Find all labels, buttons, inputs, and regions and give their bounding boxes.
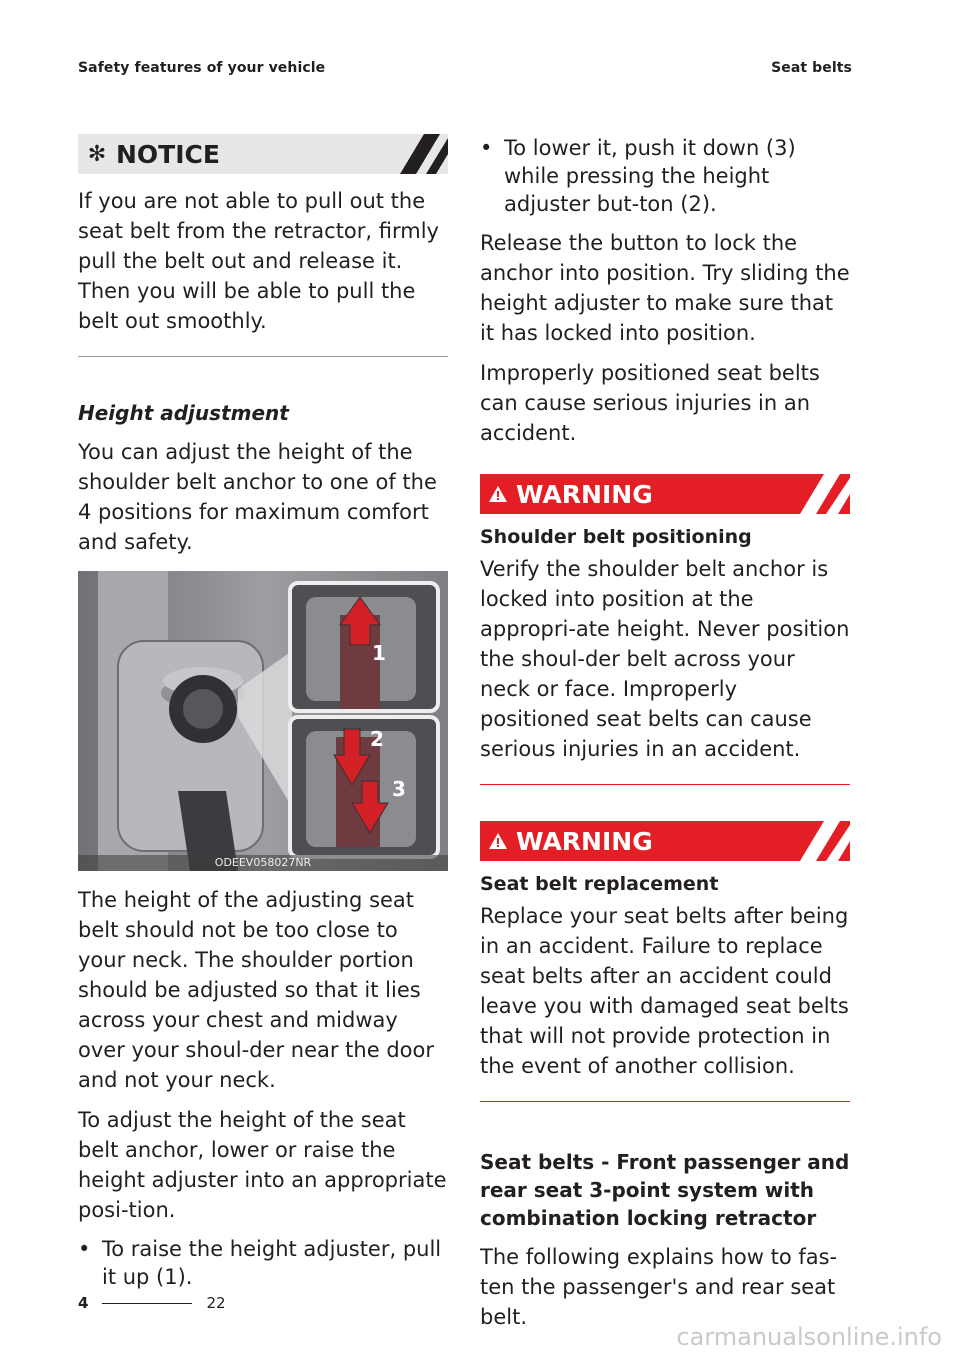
height-adjustment-para3: Release the button to lock the anchor into position. Try sliding the height adjuster to make sure that it has locked into position.: [480, 231, 850, 345]
warning-banner-1: [480, 474, 850, 514]
callout-3: 3: [392, 777, 406, 801]
asterisk-icon: ✻: [87, 141, 107, 167]
height-adjuster-illustration: [78, 571, 448, 871]
warning-banner-2: [480, 821, 850, 861]
front-passenger-body: The following explains how to fas-ten the passenger's and rear seat belt.: [480, 1245, 838, 1329]
warning-divider-2: [480, 1101, 850, 1102]
running-header-chapter: Safety features of your vehicle: [78, 60, 326, 76]
running-header-section: Seat belts: [771, 60, 852, 76]
bullet-lower: [480, 134, 850, 218]
warning-subtitle-2: Seat belt replacement: [480, 873, 719, 895]
notice-banner: [78, 134, 448, 174]
bullet-dot-icon: •: [480, 136, 493, 160]
photo-code-label: ODEEV058027NR: [78, 855, 448, 871]
warning-title-1: WARNING: [516, 479, 653, 509]
bullet-lower-text: To lower it, push it down (3) while pressing the height adjuster but-ton (2).: [504, 136, 796, 216]
notice-stripes-icon: [386, 134, 448, 174]
bullet-raise-text: To raise the height adjuster, pull it up (1).: [102, 1237, 442, 1289]
warning-triangle-icon: [480, 485, 516, 503]
height-adjustment-para4: Improperly positioned seat belts can cause serious injuries in an accident.: [480, 361, 820, 445]
height-adjustment-intro: You can adjust the height of the shoulder belt anchor to one of the 4 positions for maximum comfort and safety.: [78, 440, 437, 554]
warning-stripes-icon: [788, 474, 850, 514]
height-adjustment-para1: The height of the adjusting seat belt should not be too close to your neck. The shoulder portion should be adjusted so that it lies across your chest and midway over your shoul-der near the door and not your neck.: [78, 888, 434, 1092]
height-adjustment-heading: Height adjustment: [78, 401, 289, 425]
height-adjustment-para2: To adjust the height of the seat belt anchor, lower or raise the height adjuster into an appropriate posi-tion.: [78, 1108, 447, 1222]
callout-1: 1: [372, 641, 386, 665]
watermark-text: carmanualsonline.info: [676, 1323, 942, 1351]
warning-title-2: WARNING: [516, 826, 653, 856]
warning-subtitle-1: Shoulder belt positioning: [480, 526, 752, 548]
warning-body-1: Verify the shoulder belt anchor is locked into position at the appropri-ate height. Never position the shoul-der belt across your neck or face. Improperly positioned seat belts can cause serious injuries in an accident.: [480, 557, 850, 761]
footer-section-number: 4: [78, 1294, 89, 1312]
notice-title: NOTICE: [116, 139, 220, 169]
right-column: [480, 134, 850, 1342]
footer-page-number: 22: [206, 1294, 226, 1312]
page-footer: [78, 1294, 226, 1312]
warning-triangle-icon: [480, 832, 516, 850]
footer-rule: [102, 1303, 192, 1304]
bullet-dot-icon: •: [78, 1237, 91, 1261]
warning-body-2: Replace your seat belts after being in an accident. Failure to replace seat belts after an accident could leave you with damaged seat belts that will not provide protection in the event of another collision.: [480, 904, 849, 1078]
warning-divider-1: [480, 784, 850, 785]
height-adjuster-photo: [78, 571, 448, 871]
notice-divider: [78, 356, 448, 357]
bullet-raise: [78, 1235, 448, 1291]
front-passenger-heading: Seat belts - Front passenger and rear seat 3-point system with combination locking retractor: [480, 1150, 850, 1230]
notice-text: If you are not able to pull out the seat belt from the retractor, firmly pull the belt out and release it. Then you will be able to pull the belt out smoothly.: [78, 189, 439, 333]
warning-stripes-icon: [788, 821, 850, 861]
callout-2: 2: [370, 727, 384, 751]
left-column: [78, 134, 448, 1301]
